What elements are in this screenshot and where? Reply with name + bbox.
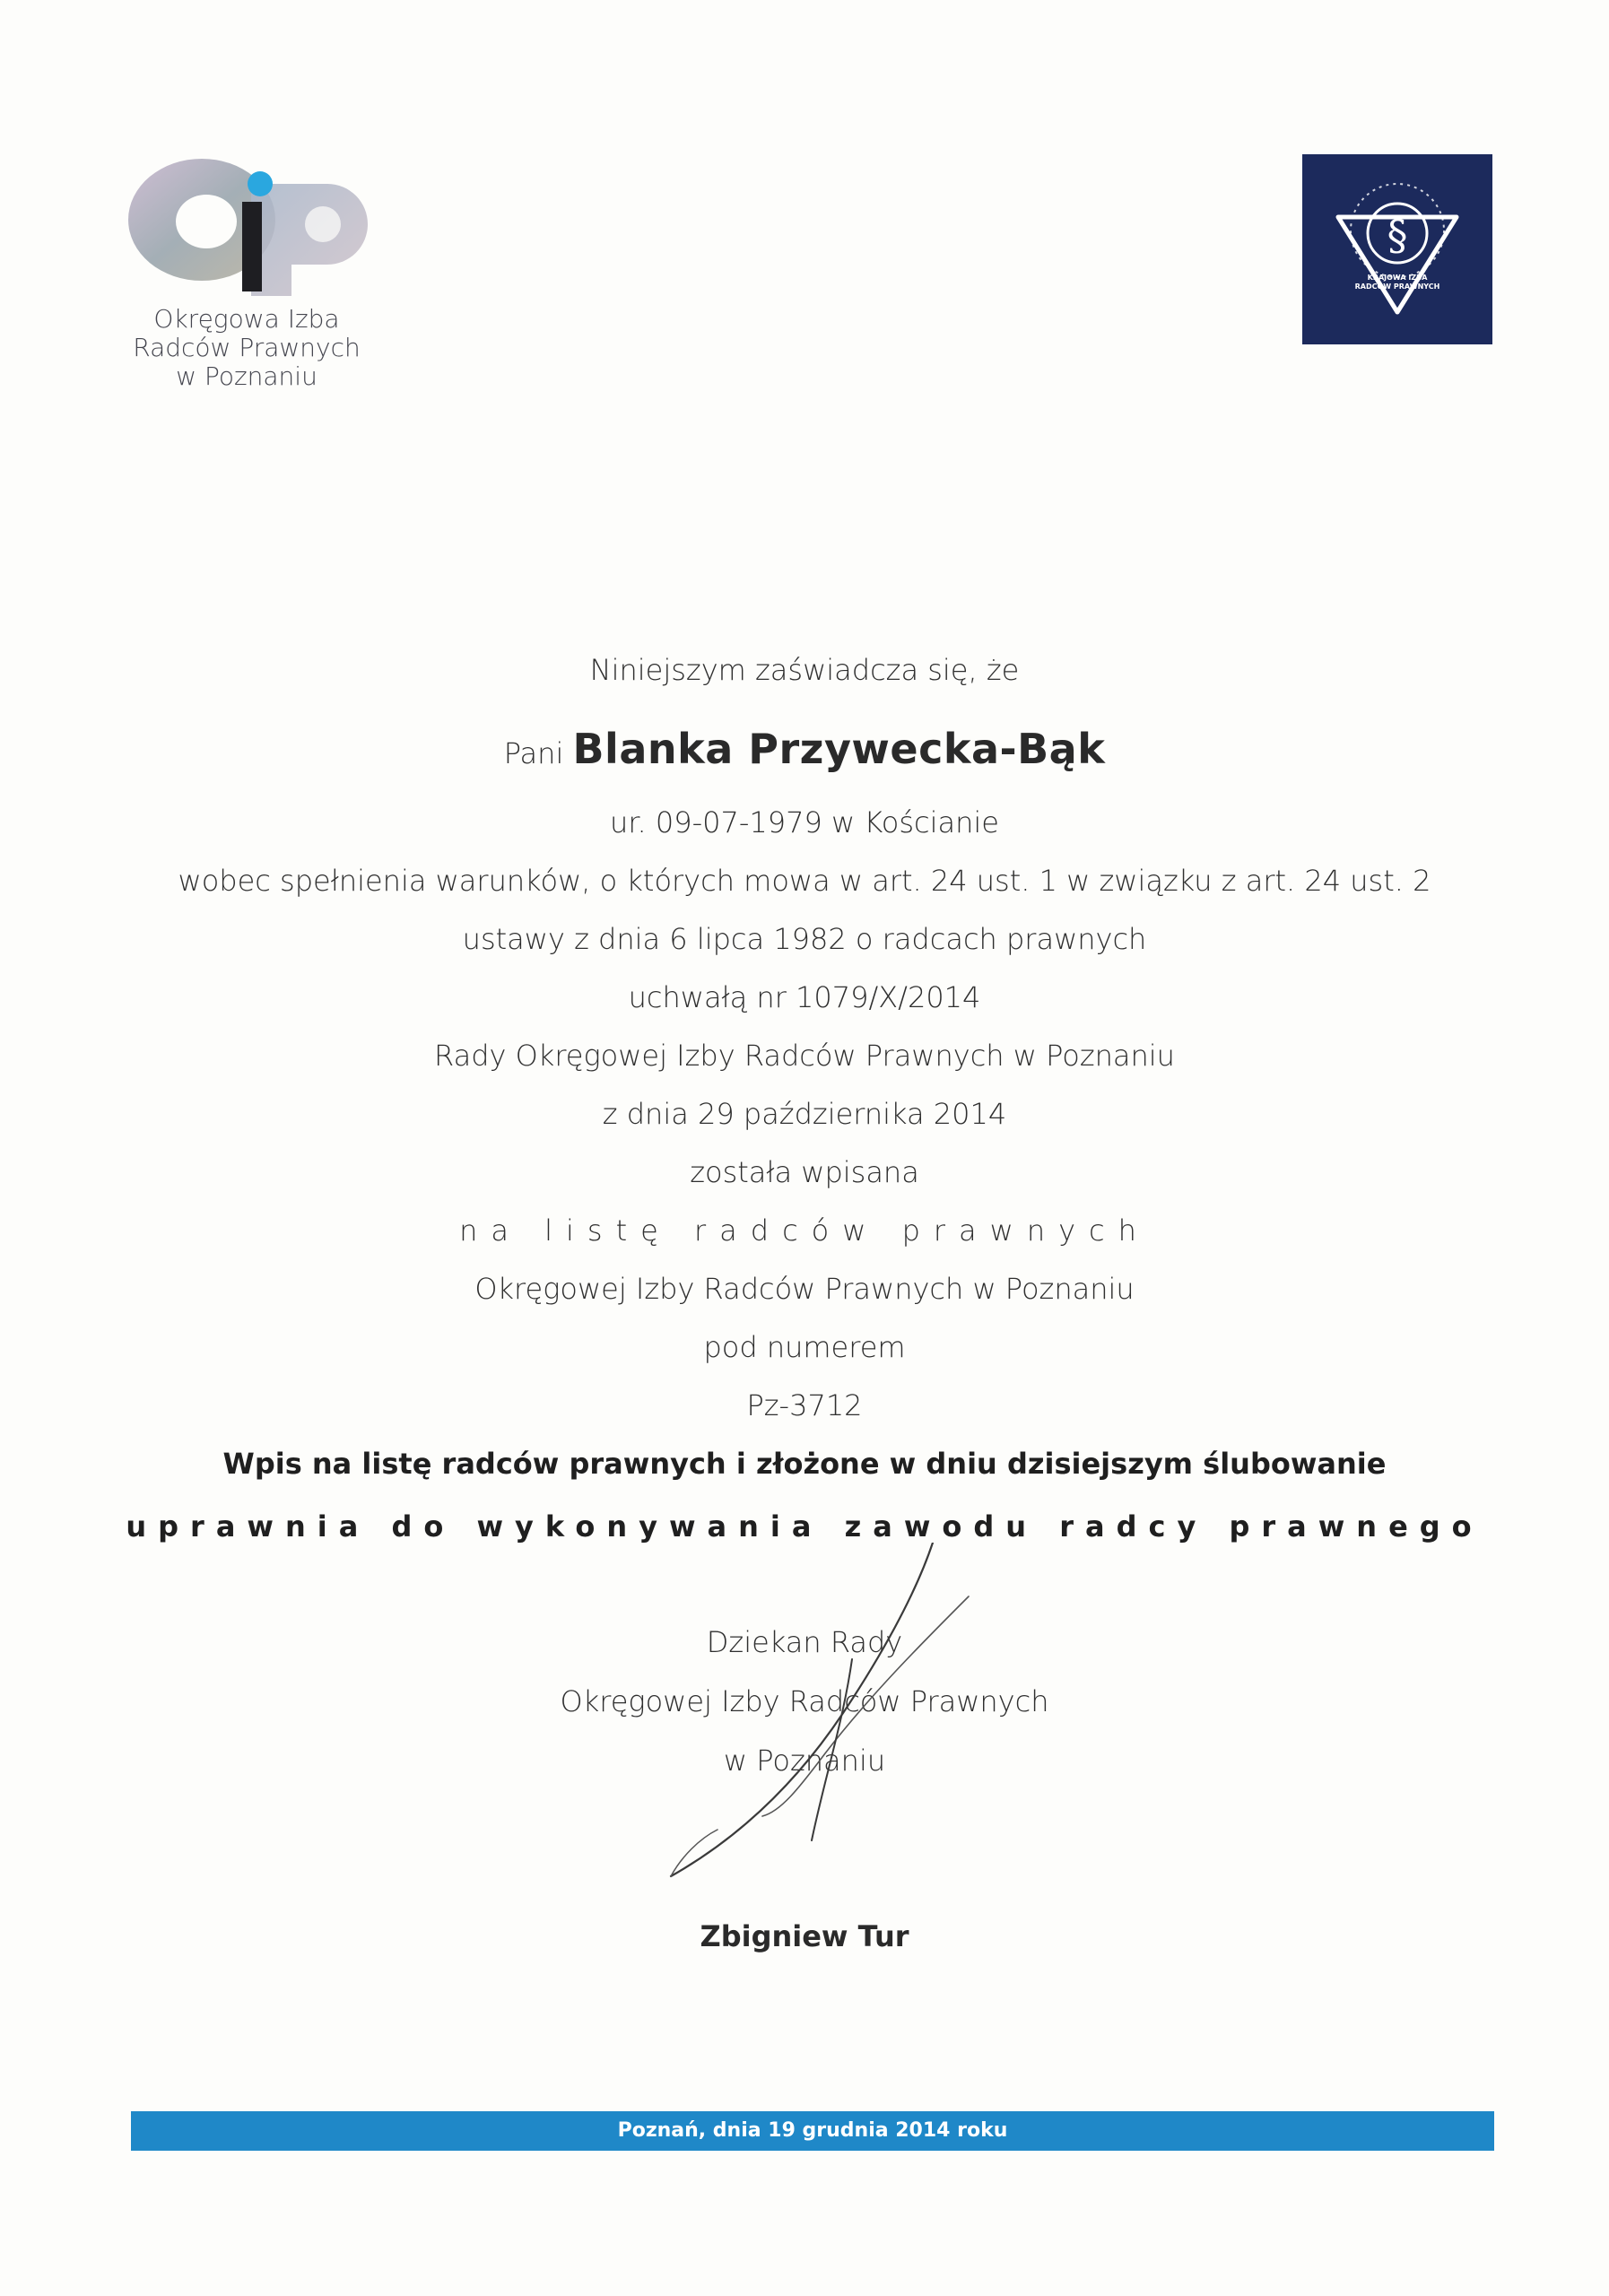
registration-number: Pz-3712 [746,1388,863,1422]
logo-line-2: Radców Prawnych [133,333,361,362]
recipient-title: Pani [503,736,564,770]
signatory-role-1: Dziekan Rady [706,1625,903,1659]
recipient-name: Blanka Przywecka-Bąk [572,725,1106,773]
logo-line-1: Okręgowa Izba [153,304,340,334]
under-number-text: pod numerem [703,1330,906,1364]
svg-text:KRAJOWA IZBA: KRAJOWA IZBA [1367,274,1428,282]
recipient [0,725,1609,773]
statement-text: Wpis na listę radców prawnych i złożone w dniu dzisiejszym ślubowanie [222,1447,1387,1481]
oirp-logo [126,148,413,296]
signatory-role-3: w Poznaniu [723,1744,886,1778]
chamber-name: Okręgowej Izby Radców Prawnych w Poznaniu [474,1272,1135,1306]
birth-info: ur. 09-07-1979 w Kościanie [610,805,999,839]
entered-text: została wpisana [690,1155,919,1189]
svg-text:RADCÓW PRAWNYCH: RADCÓW PRAWNYCH [1354,283,1440,291]
logo-line-3: w Poznaniu [176,361,317,391]
legal-basis: wobec spełnienia warunków, o których mowa w art. 24 ust. 1 w związku z art. 24 ust. 2 [178,864,1431,898]
signatory-name: Zbigniew Tur [700,1919,909,1953]
list-text: na listę radców prawnych [459,1213,1150,1248]
act-reference: ustawy z dnia 6 lipca 1982 o radcach prawnych [462,922,1147,956]
intro-text: Niniejszym zaświadcza się, że [589,653,1020,687]
kirp-emblem [1302,154,1492,344]
resolution-number: uchwałą nr 1079/X/2014 [628,980,981,1014]
signatory-role-2: Okręgowej Izby Radców Prawnych [560,1684,1049,1718]
resolution-date: z dnia 29 października 2014 [602,1097,1007,1131]
paragraph-symbol: § [1387,211,1408,259]
entitlement-text: uprawnia do wykonywania zawodu radcy prawnego [126,1509,1483,1544]
council-name: Rady Okręgowej Izby Radców Prawnych w Poznaniu [434,1039,1175,1073]
footer-bar: Poznań, dnia 19 grudnia 2014 roku [131,2111,1494,2151]
